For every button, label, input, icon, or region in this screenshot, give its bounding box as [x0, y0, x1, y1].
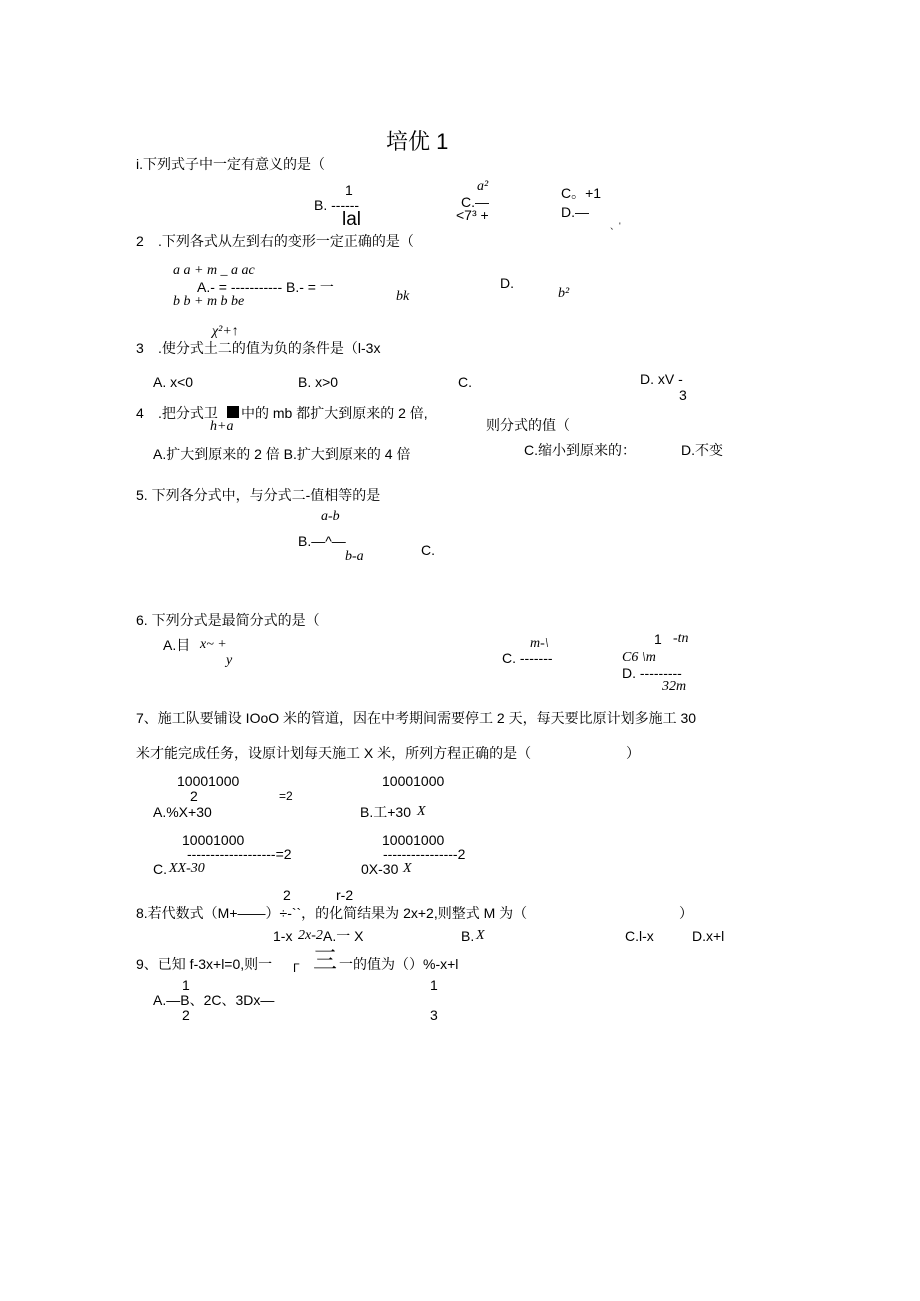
q6-option-d-tn: -tn	[673, 631, 689, 646]
q7-option-d-x: X	[403, 861, 412, 876]
q2-option-d: D.	[500, 275, 514, 291]
q1-option-c: C.—	[461, 194, 489, 210]
q6-option-a-expr: x~ +	[200, 637, 227, 652]
q7-a-eq: =2	[279, 789, 293, 803]
q5-option-c: C.	[421, 542, 435, 558]
q7-a-mid: 2	[190, 788, 198, 804]
q4-options-ab: A.扩大到原来的 2 倍 B.扩大到原来的 4 倍	[153, 446, 411, 462]
q1-c-numerator: a²	[477, 179, 489, 194]
q6-option-c: C. -------	[502, 650, 553, 666]
q7-d-top: 10001000	[382, 832, 445, 848]
q4-stem-start: .把分式卫	[158, 405, 218, 421]
q1-stem: i.下列式子中一定有意义的是（	[136, 156, 325, 172]
filled-square	[227, 406, 239, 418]
q1-b-denominator: lal	[342, 209, 362, 230]
q6-option-d-denominator: 32m	[662, 679, 687, 694]
q8-stem-end: ）	[679, 905, 693, 921]
q7-option-a: A.%X+30	[153, 804, 212, 820]
q7-line2-end: ）	[626, 745, 640, 761]
q7-option-b: B.工+30	[360, 804, 411, 820]
q8-top-a: 2	[283, 887, 291, 903]
q9-options: A.—B、2C、3Dx—	[153, 992, 275, 1008]
q1-option-b: B. ------	[314, 197, 360, 213]
q7-option-b-x: X	[417, 804, 426, 819]
q3-option-a: A. x<0	[153, 374, 194, 390]
q3-option-d-denominator: 3	[679, 387, 687, 403]
q5-fraction-top: a-b	[321, 509, 340, 524]
q5-fraction-bottom: b-a	[345, 549, 364, 564]
q9-stem: 9、已知 f-3x+l=0,则一	[136, 956, 273, 972]
q8-option-c: C.l-x	[625, 928, 654, 944]
q2-stem: .下列各式从左到右的变形一定正确的是（	[158, 233, 414, 249]
q4-fraction-bottom: h+a	[210, 419, 234, 434]
q8-option-d: D.x+l	[692, 928, 725, 944]
q2-b-squared: b²	[558, 286, 570, 301]
q2-options-ab: A.- = ----------- B.- = 一	[197, 279, 334, 295]
q7-c-top: 10001000	[182, 832, 245, 848]
q9-top-one: 1	[182, 977, 190, 993]
q5-stem: 5. 下列各分式中，与分式二-值相等的是	[136, 487, 381, 503]
q3-option-c: C.	[458, 374, 472, 390]
q7-d-mid: ----------------2	[383, 846, 466, 862]
q7-b-top: 10001000	[382, 773, 445, 789]
q7-line2: 米才能完成任务，设原计划每天施工 X 米，所列方程正确的是（	[136, 745, 532, 761]
q6-option-d-one: 1	[654, 631, 662, 647]
q5-option-b: B.—^—	[298, 533, 346, 549]
q4-option-c: C.缩小到原来的：	[524, 442, 636, 458]
q1-d-numerator: C。+1	[561, 185, 602, 201]
q7-option-c: C.	[153, 861, 167, 877]
q8-stem: 8.若代数式（M+——）÷-``，的化简结果为 2x+2,则整式 M 为（	[136, 905, 528, 921]
q8-a-part1: 1-x	[273, 928, 293, 944]
q6-option-a-bottom: y	[226, 653, 233, 668]
q9-gamma: Γ	[293, 961, 300, 975]
q3-fraction-top: χ²+↑	[212, 324, 239, 339]
q7-line1: 7、施工队要铺设 IOoO 米的管道，因在中考期间需要停工 2 天，每天要比原计划多施工 30	[136, 710, 697, 726]
q9-stem-end: 一的值为（）%-x+l	[339, 956, 459, 972]
q2-line3: b b + m b be	[173, 294, 245, 309]
q3-number: 3	[136, 340, 144, 356]
q4-stem-right: 则分式的值（	[486, 417, 570, 433]
q8-option-b: B.	[461, 928, 475, 944]
q3-stem: .使分式土二的值为负的条件是（l-3x	[158, 340, 381, 356]
q1-option-d: D.—	[561, 204, 589, 220]
q7-option-d: 0X-30	[361, 861, 399, 877]
q6-option-a: A.目	[163, 637, 191, 653]
q6-option-c-top: m-\	[530, 636, 549, 651]
q9-bottom-two: 3	[430, 1007, 438, 1023]
q1-b-numerator: 1	[345, 182, 353, 198]
q9-bottom-one: 2	[182, 1007, 190, 1023]
q1-c-denominator: <7³ +	[456, 207, 489, 223]
q4-number: 4	[136, 405, 144, 421]
q4-option-d: D.不变	[681, 442, 723, 458]
q3-option-b: B. x>0	[298, 374, 339, 390]
q2-bk: bk	[396, 289, 410, 304]
q2-number: 2	[136, 233, 144, 249]
q6-option-d-numerator: C6 \m	[622, 650, 656, 665]
q7-a-top: 10001000	[177, 773, 240, 789]
q7-option-c-expr: XX-30	[169, 861, 205, 876]
q8-option-a: A.一 X	[323, 928, 364, 944]
q4-stem-end: 中的 mb 都扩大到原来的 2 倍,	[241, 405, 428, 421]
q7-c-mid: -------------------=2	[187, 846, 292, 862]
q8-top-b: r-2	[336, 887, 354, 903]
q9-big-glyph: 三	[313, 947, 337, 974]
q3-option-d: D. xV -	[640, 371, 683, 387]
q6-option-d: D. ---------	[622, 665, 682, 681]
q6-stem: 6. 下列分式是最简分式的是（	[136, 612, 320, 628]
q9-top-two: 1	[430, 977, 438, 993]
q2-line1: a a + m _ a ac	[173, 263, 255, 278]
q1-d-mark: 、'	[610, 221, 621, 231]
q8-a-part2: 2x-2	[298, 928, 323, 943]
q8-option-b-x: X	[476, 928, 485, 943]
page-title: 培优 1	[386, 129, 449, 154]
